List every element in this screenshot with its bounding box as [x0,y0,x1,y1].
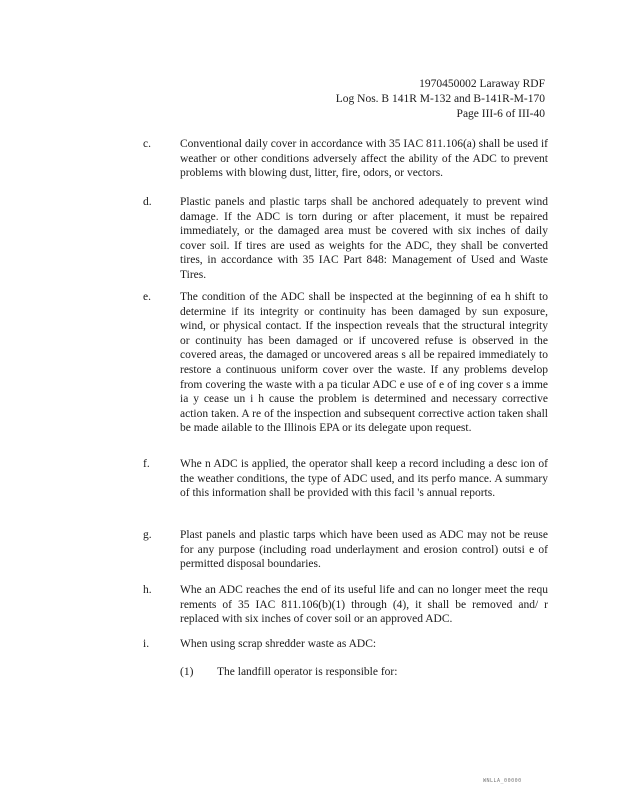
item-text: The condition of the ADC shall be inspected at the beginning of ea h shift to determine if its integrity or continuity has been damaged by sun exposure, wind, or physical contact. If the inspection reveals that the structural integrity or continuity has been damaged or if uncovered refuse is observed in the covered areas, the damaged or uncovered areas s all be repaired immediately to restore a continuous uniform cover over the waste. If any problems develop from covering the waste with a pa ticular ADC e use of e of ing cover s a imme ia y cease un i h cause the problem is determined and necessary corrective action taken. A re of the inspection and subsequent corrective action taken shall be made ailable to the Illinois EPA or its delegate upon request. [180,291,548,435]
item-letter: h. [143,584,152,596]
item-letter: i. [143,638,150,650]
page-header [336,77,545,122]
condition-item-i [143,637,548,652]
header-facility-id: 1970450002 Laraway RDF [419,78,545,90]
condition-item-f [143,457,548,501]
item-letter: e. [143,291,151,303]
condition-item-c [143,137,548,181]
item-text: Whe n ADC is applied, the operator shall keep a record including a desc ion of the weather conditions, the type of ADC used, and its perfo mance. A summary of this information shall be provided with this facil 's annual reports. [180,458,548,500]
item-letter: f. [143,458,150,470]
item-letter: d. [143,196,152,208]
condition-item-h [143,583,548,627]
item-text: When using scrap shredder waste as ADC: [180,638,377,650]
subitem-number: (1) [180,666,194,678]
header-page-number: Page III-6 of III-40 [456,108,545,120]
item-letter: c. [143,138,151,150]
item-text: Whe an ADC reaches the end of its useful life and can no longer meet the requ rements of 35 IAC 811.106(b)(1) through (4), it shall be removed and/ r replaced with six inches of cover soil or an approved ADC. [180,584,548,626]
condition-item-d [143,195,548,283]
bates-stamp: WNLLA_00000 [483,778,522,784]
item-text: Plastic panels and plastic tarps shall be anchored adequately to prevent wind damage. If the ADC is torn during or after placement, it must be repaired immediately, or the damaged area must be covered with six inches of daily cover soil. If tires are used as weights for the ADC, they shall be converted tires, in accordance with 35 IAC Part 848: Management of Used and Waste Tires. [180,196,548,281]
subitem-text: The landfill operator is responsible for: [217,666,398,678]
condition-item-g [143,528,548,572]
item-text: Plast panels and plastic tarps which have been used as ADC may not be reuse for any purpose (including road underlayment and erosion control) outsi e of permitted disposal boundaries. [180,529,548,571]
header-log-numbers: Log Nos. B 141R M-132 and B-141R-M-170 [335,93,545,105]
condition-item-e [143,290,548,436]
item-text: Conventional daily cover in accordance with 35 IAC 811.106(a) shall be used if weather or other conditions adversely affect the ability of the ADC to prevent problems with blowing dust, litter, fire, odors, or vectors. [180,138,548,180]
subitem-1 [180,665,548,680]
item-letter: g. [143,529,152,541]
